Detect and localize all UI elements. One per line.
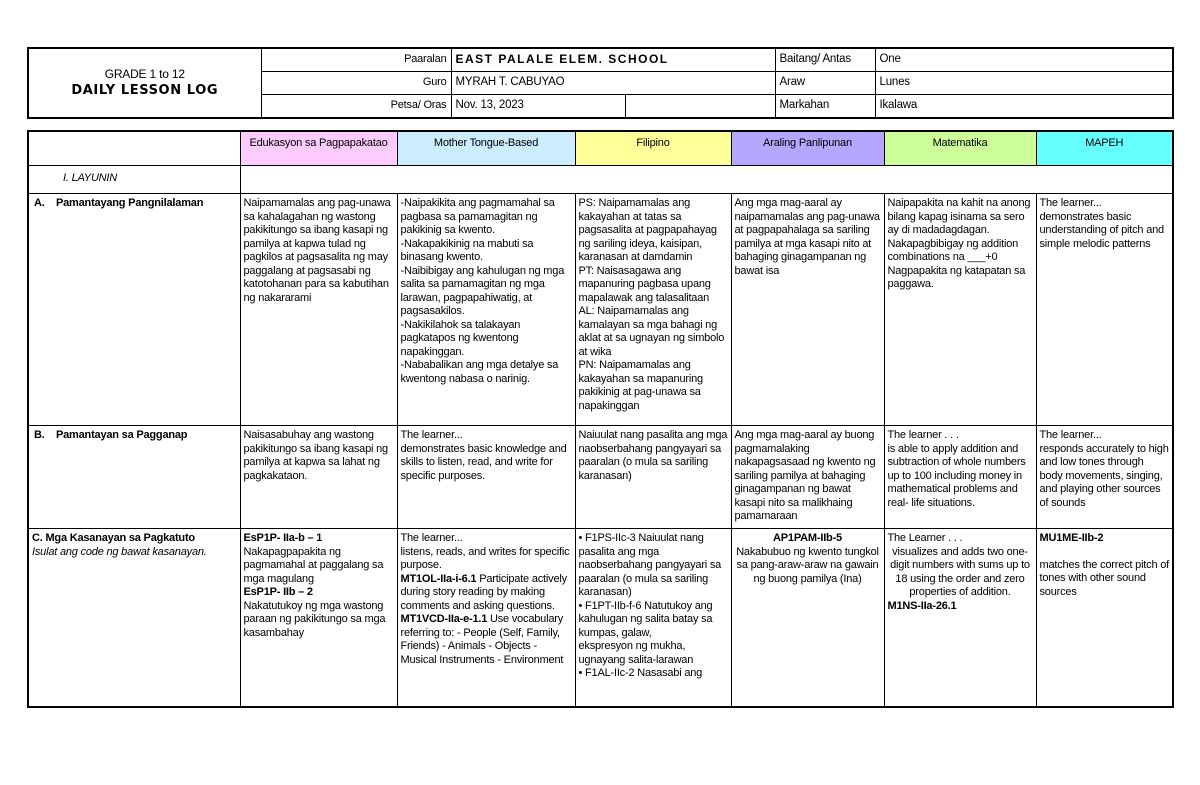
competency-code: MT1OL-IIa-i-6.1 bbox=[400, 572, 477, 585]
row-b-mat bbox=[884, 426, 1036, 529]
competency-text: Participate actively during story reading by making comments and asking questions. bbox=[400, 572, 567, 612]
row-c-ap bbox=[731, 529, 884, 707]
row-b-mapeh bbox=[1036, 426, 1173, 529]
competency-code: MU1ME-IIb-2 bbox=[1039, 532, 1104, 544]
row-b-mt bbox=[397, 426, 575, 529]
list-item: Naipapakita na kahit na anong bilang kapag isinama sa sero ay di madadagdagan. bbox=[887, 197, 1031, 236]
competency-text: matches the correct pitch of tones with other sound sources bbox=[1039, 558, 1170, 598]
row-c-mt bbox=[397, 529, 575, 707]
list-item: listens, reads, and writes for specific purpose. bbox=[400, 545, 570, 571]
row-b-title: Pamantayan sa Pagganap bbox=[56, 429, 188, 441]
corner-cell bbox=[28, 131, 240, 166]
subject-mother-tongue: Mother Tongue-Based bbox=[397, 131, 575, 166]
layunin-span-cell bbox=[240, 166, 1173, 194]
list-item: -Naipakikita ang pagmamahal sa pagbasa sa pamamagitan ng pakikinig sa kwento. bbox=[400, 197, 555, 236]
quarter-label: Markahan bbox=[775, 95, 875, 119]
row-b-ap: Ang mga mag-aaral ay buong pagmamalaking nakapagsasaad ng kwento ng sariling pamilya at bahaging ginagampanan ng bawat kasapi nito sa malikhaing pamamaraan bbox=[731, 426, 884, 529]
layunin-label: I. LAYUNIN bbox=[28, 166, 240, 194]
row-a-mapeh bbox=[1036, 194, 1173, 426]
subject-filipino: Filipino bbox=[575, 131, 731, 166]
list-item: The learner... bbox=[1039, 429, 1102, 441]
header-title-cell bbox=[28, 48, 261, 118]
list-item: -Naibibigay ang kahulugan ng mga salita sa pamamagitan ng mga larawan, pagpapahiwatig, at pagsasakilos. bbox=[400, 264, 565, 317]
competency-text: visualizes and adds two one-digit numbers with sums up to 18 using the order and zero properties of addition. bbox=[890, 545, 1030, 598]
list-item: Nakapagbibigay ng addition combinations na ___+0 bbox=[887, 237, 1019, 263]
list-item: • F1PT-IIb-f-6 Natutukoy ang kahulugan ng salita batay sa kumpas, galaw, bbox=[578, 599, 713, 639]
row-a-label bbox=[28, 194, 240, 426]
row-c-mapeh bbox=[1036, 529, 1173, 707]
header-table bbox=[27, 47, 1174, 119]
list-item: Nagpapakita ng katapatan sa paggawa. bbox=[887, 264, 1026, 290]
row-c-index: C. bbox=[32, 532, 43, 544]
row-b-label bbox=[28, 426, 240, 529]
list-item: ugnayang salita-larawan bbox=[578, 653, 694, 666]
layunin-row bbox=[28, 166, 1173, 194]
row-b-index: B. bbox=[34, 429, 45, 441]
competency-code: EsP1P- IIa-b – 1 bbox=[243, 532, 323, 544]
competency-text: Nakapagpapakita ng pagmamahal at paggalang sa mga magulang bbox=[243, 545, 384, 585]
row-c-title-line bbox=[32, 532, 237, 546]
list-item: ekspresyon ng mukha, bbox=[578, 640, 686, 652]
row-c-esp bbox=[240, 529, 397, 707]
competency-code: EsP1P- IIb – 2 bbox=[243, 586, 313, 598]
row-a-index: A. bbox=[34, 197, 45, 209]
date-label: Petsa/ Oras bbox=[261, 95, 451, 119]
list-item: -Nakikilahok sa talakayan pagkatapos ng kwentong napakinggan. bbox=[400, 318, 521, 358]
competency-entry bbox=[401, 573, 572, 614]
row-pamantayang-pangnilalaman bbox=[28, 194, 1173, 426]
row-a-esp: Naipamamalas ang pag-unawa sa kahalagahan ng wastong pakikitungo sa ibang kasapi ng pamilya at kapwa tulad ng pagkilos at pagsasalita ng may paggalang at pagsasabi ng katotohanan para sa kabutihan ng nakararami bbox=[240, 194, 397, 426]
competency-code: M1NS-IIa-26.1 bbox=[887, 599, 957, 612]
school-label: Paaralan bbox=[261, 48, 451, 72]
list-item: The learner... bbox=[400, 532, 463, 544]
teacher-value: MYRAH T. CABUYAO bbox=[451, 72, 775, 95]
row-a-mat bbox=[884, 194, 1036, 426]
day-value: Lunes bbox=[875, 72, 1173, 95]
subjects-row bbox=[28, 131, 1173, 166]
row-mga-kasanayan-sa-pagkatuto bbox=[28, 529, 1173, 707]
list-item: The learner... bbox=[400, 429, 463, 441]
list-item: PN: Naipamamalas ang kakayahan sa mapanuring pakikinig at pag-unawa sa napakinggan bbox=[578, 359, 703, 412]
row-c-label bbox=[28, 529, 240, 707]
row-pamantayan-sa-pagganap bbox=[28, 426, 1173, 529]
school-value: EAST PALALE ELEM. SCHOOL bbox=[451, 48, 775, 72]
grade-level-value: One bbox=[875, 48, 1173, 72]
list-item: AL: Naipamamalas ang kamalayan sa mga bahagi ng aklat at sa ugnayan ng simbolo at wika bbox=[578, 305, 725, 358]
list-item: demonstrates basic understanding of pitch and simple melodic patterns bbox=[1039, 210, 1164, 250]
day-label: Araw bbox=[775, 72, 875, 95]
list-item: PS: Naipamamalas ang kakayahan at tatas sa pagsasalita at pagpapahayag ng sariling ideya, kaisipan, karanasan at damdamin bbox=[578, 197, 717, 263]
list-item: is able to apply addition and subtraction of whole numbers up to 100 including money in mathematical problems and real- life situations. bbox=[887, 442, 1026, 509]
list-item: -Nababalikan ang mga detalye sa kwentong nabasa o narinig. bbox=[400, 359, 559, 385]
list-item: PT: Naisasagawa ang mapanuring pagbasa upang mapalawak ang talasalitaan bbox=[578, 264, 711, 304]
competency-text: Use vocabulary referring to: - People (Self, Family, Friends) - Animals - Objects - Musical Instruments - Environment bbox=[400, 613, 564, 666]
list-item: -Nakapakikinig na mabuti sa binasang kwento. bbox=[400, 237, 534, 263]
row-c-subtitle: Isulat ang code ng bawat kasanayan. bbox=[32, 545, 207, 558]
competency-code: MT1VCD-IIa-e-1.1 bbox=[400, 613, 488, 625]
grade-range: GRADE 1 to 12 bbox=[104, 67, 185, 81]
spacer bbox=[1040, 546, 1170, 559]
competency-entry bbox=[401, 613, 572, 667]
grade-level-label: Baitang/ Antas bbox=[775, 48, 875, 72]
document-title: DAILY LESSON LOG bbox=[71, 83, 219, 98]
list-item: The Learner . . . bbox=[887, 532, 963, 544]
teacher-label: Guro bbox=[261, 72, 451, 95]
row-c-fil bbox=[575, 529, 731, 707]
competency-text: Nakabubuo ng kwento tungkol sa pang-araw-araw na gawain ng buong pamilya (Ina) bbox=[736, 545, 879, 585]
date-value: Nov. 13, 2023 bbox=[451, 95, 625, 119]
row-a-mt bbox=[397, 194, 575, 426]
subject-mapeh: MAPEH bbox=[1036, 131, 1173, 166]
competency-text: Nakatutukoy ng mga wastong paraan ng pakikitungo sa mga kasambahay bbox=[243, 599, 386, 639]
list-item: paaralan (o mula sa sariling karanasan) bbox=[578, 572, 709, 598]
subject-esp: Edukasyon sa Pagpapakatao bbox=[240, 131, 397, 166]
list-item: • F1AL-IIc-2 Nasasabi ang bbox=[578, 667, 703, 679]
lesson-log-table bbox=[27, 130, 1174, 708]
quarter-value: Ikalawa bbox=[875, 95, 1173, 119]
row-c-mat bbox=[884, 529, 1036, 707]
list-item: • F1PS-IIc-3 Naiuulat nang pasalita ang mga naobserbahang pangyayari sa bbox=[578, 532, 722, 571]
list-item: The learner . . . bbox=[887, 429, 959, 441]
row-b-esp: Naisasabuhay ang wastong pakikitungo sa ibang kasapi ng pamilya at kapwa sa lahat ng pagkakataon. bbox=[240, 426, 397, 529]
row-a-fil bbox=[575, 194, 731, 426]
row-a-ap: Ang mga mag-aaral ay naipamamalas ang pag-unawa at pagpapahalaga sa sariling pamilya at mga kasapi nito at bahaging ginagampanan ng bawat isa bbox=[731, 194, 884, 426]
row-a-title: Pamantayang Pangnilalaman bbox=[56, 197, 204, 209]
list-item: demonstrates basic knowledge and skills to listen, read, and write for specific purposes. bbox=[400, 442, 567, 482]
list-item: responds accurately to high and low tones through body movements, singing, and playing other sources of sounds bbox=[1039, 442, 1169, 509]
row-b-fil: Naiuulat nang pasalita ang mga naobserbahang pangyayari sa paaralan (o mula sa sariling karanasan) bbox=[575, 426, 731, 529]
subject-araling-panlipunan: Araling Panlipunan bbox=[731, 131, 884, 166]
row-c-title: Mga Kasanayan sa Pagkatuto bbox=[45, 532, 195, 544]
subject-matematika: Matematika bbox=[884, 131, 1036, 166]
time-value-empty bbox=[625, 95, 775, 119]
list-item: The learner... bbox=[1039, 197, 1102, 209]
competency-code: AP1PAM-IIb-5 bbox=[773, 532, 842, 544]
